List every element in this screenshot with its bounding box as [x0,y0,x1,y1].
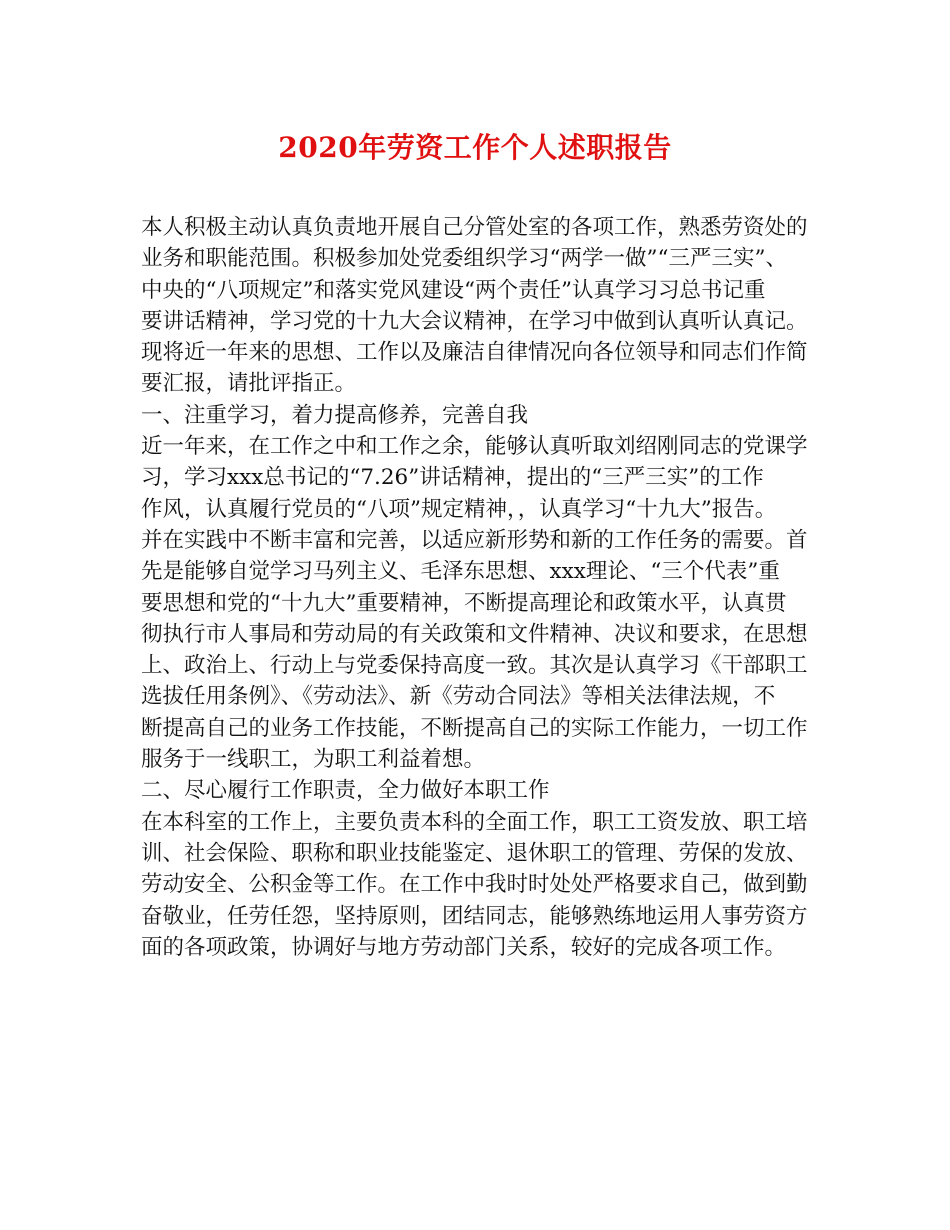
body-line: 要讲话精神，学习党的十九大会议精神，在学习中做到认真听认真记。 [141,308,808,334]
body-line: 劳动安全、公积金等工作。在工作中我时时处处严格要求自己，做到勤 [141,872,808,898]
body-line: 面的各项政策，协调好与地方劳动部门关系，较好的完成各项工作。 [141,934,787,960]
body-line: 本人积极主动认真负责地开展自己分管处室的各项工作，熟悉劳资处的 [141,215,808,240]
section-heading: 一、注重学习，着力提高修养，完善自我 [141,402,529,428]
body-line: 业务和职能范围。积极参加处党委组织学习“两学一做”“三严三实”、 [141,246,787,272]
body-line: 近一年来，在工作之中和工作之余，能够认真听取刘绍刚同志的党课学 [141,434,808,460]
body-line: 现将近一年来的思想、工作以及廉洁自律情况向各位领导和同志们作简 [141,340,808,366]
body-line: 习，学习xxx总书记的“7.26”讲话精神，提出的“三严三实”的工作 [141,465,764,491]
body-line: 中央的“八项规定”和落实党风建设“两个责任”认真学习习总书记重 [141,277,766,303]
body-line: 上、政治上、行动上与党委保持高度一致。其次是认真学习《干部职工 [141,653,808,679]
body-line: 训、社会保险、职称和职业技能鉴定、退休职工的管理、劳保的发放、 [141,840,808,866]
body-line: 选拔任用条例》、《劳动法》、新《劳动合同法》等相关法律法规，不 [141,684,776,710]
document-body [141,212,821,963]
body-line: 在本科室的工作上，主要负责本科的全面工作，职工工资发放、职工培 [141,809,808,835]
body-line: 要思想和党的“十九大”重要精神，不断提高理论和政策水平，认真贯 [141,590,787,616]
body-line: 服务于一线职工，为职工利益着想。 [141,747,486,773]
body-line: 彻执行市人事局和劳动局的有关政策和文件精神、决议和要求，在思想 [141,621,808,647]
body-line: 要汇报，请批评指正。 [141,371,357,397]
body-line: 作风，认真履行党员的“八项”规定精神，，认真学习“十九大”报告。 [141,496,777,522]
section-heading: 二、尽心履行工作职责，全力做好本职工作 [141,778,550,804]
body-line: 先是能够自觉学习马列主义、毛泽东思想、xxx理论、“三个代表”重 [141,559,780,585]
document-title: 2020年劳资工作个人述职报告 [278,131,672,164]
body-line: 奋敬业，任劳任怨，坚持原则，团结同志，能够熟练地运用人事劳资方 [141,903,808,929]
body-line: 并在实践中不断丰富和完善，以适应新形势和新的工作任务的需要。首 [141,527,808,553]
body-line: 断提高自己的业务工作技能，不断提高自己的实际工作能力，一切工作 [141,715,808,741]
